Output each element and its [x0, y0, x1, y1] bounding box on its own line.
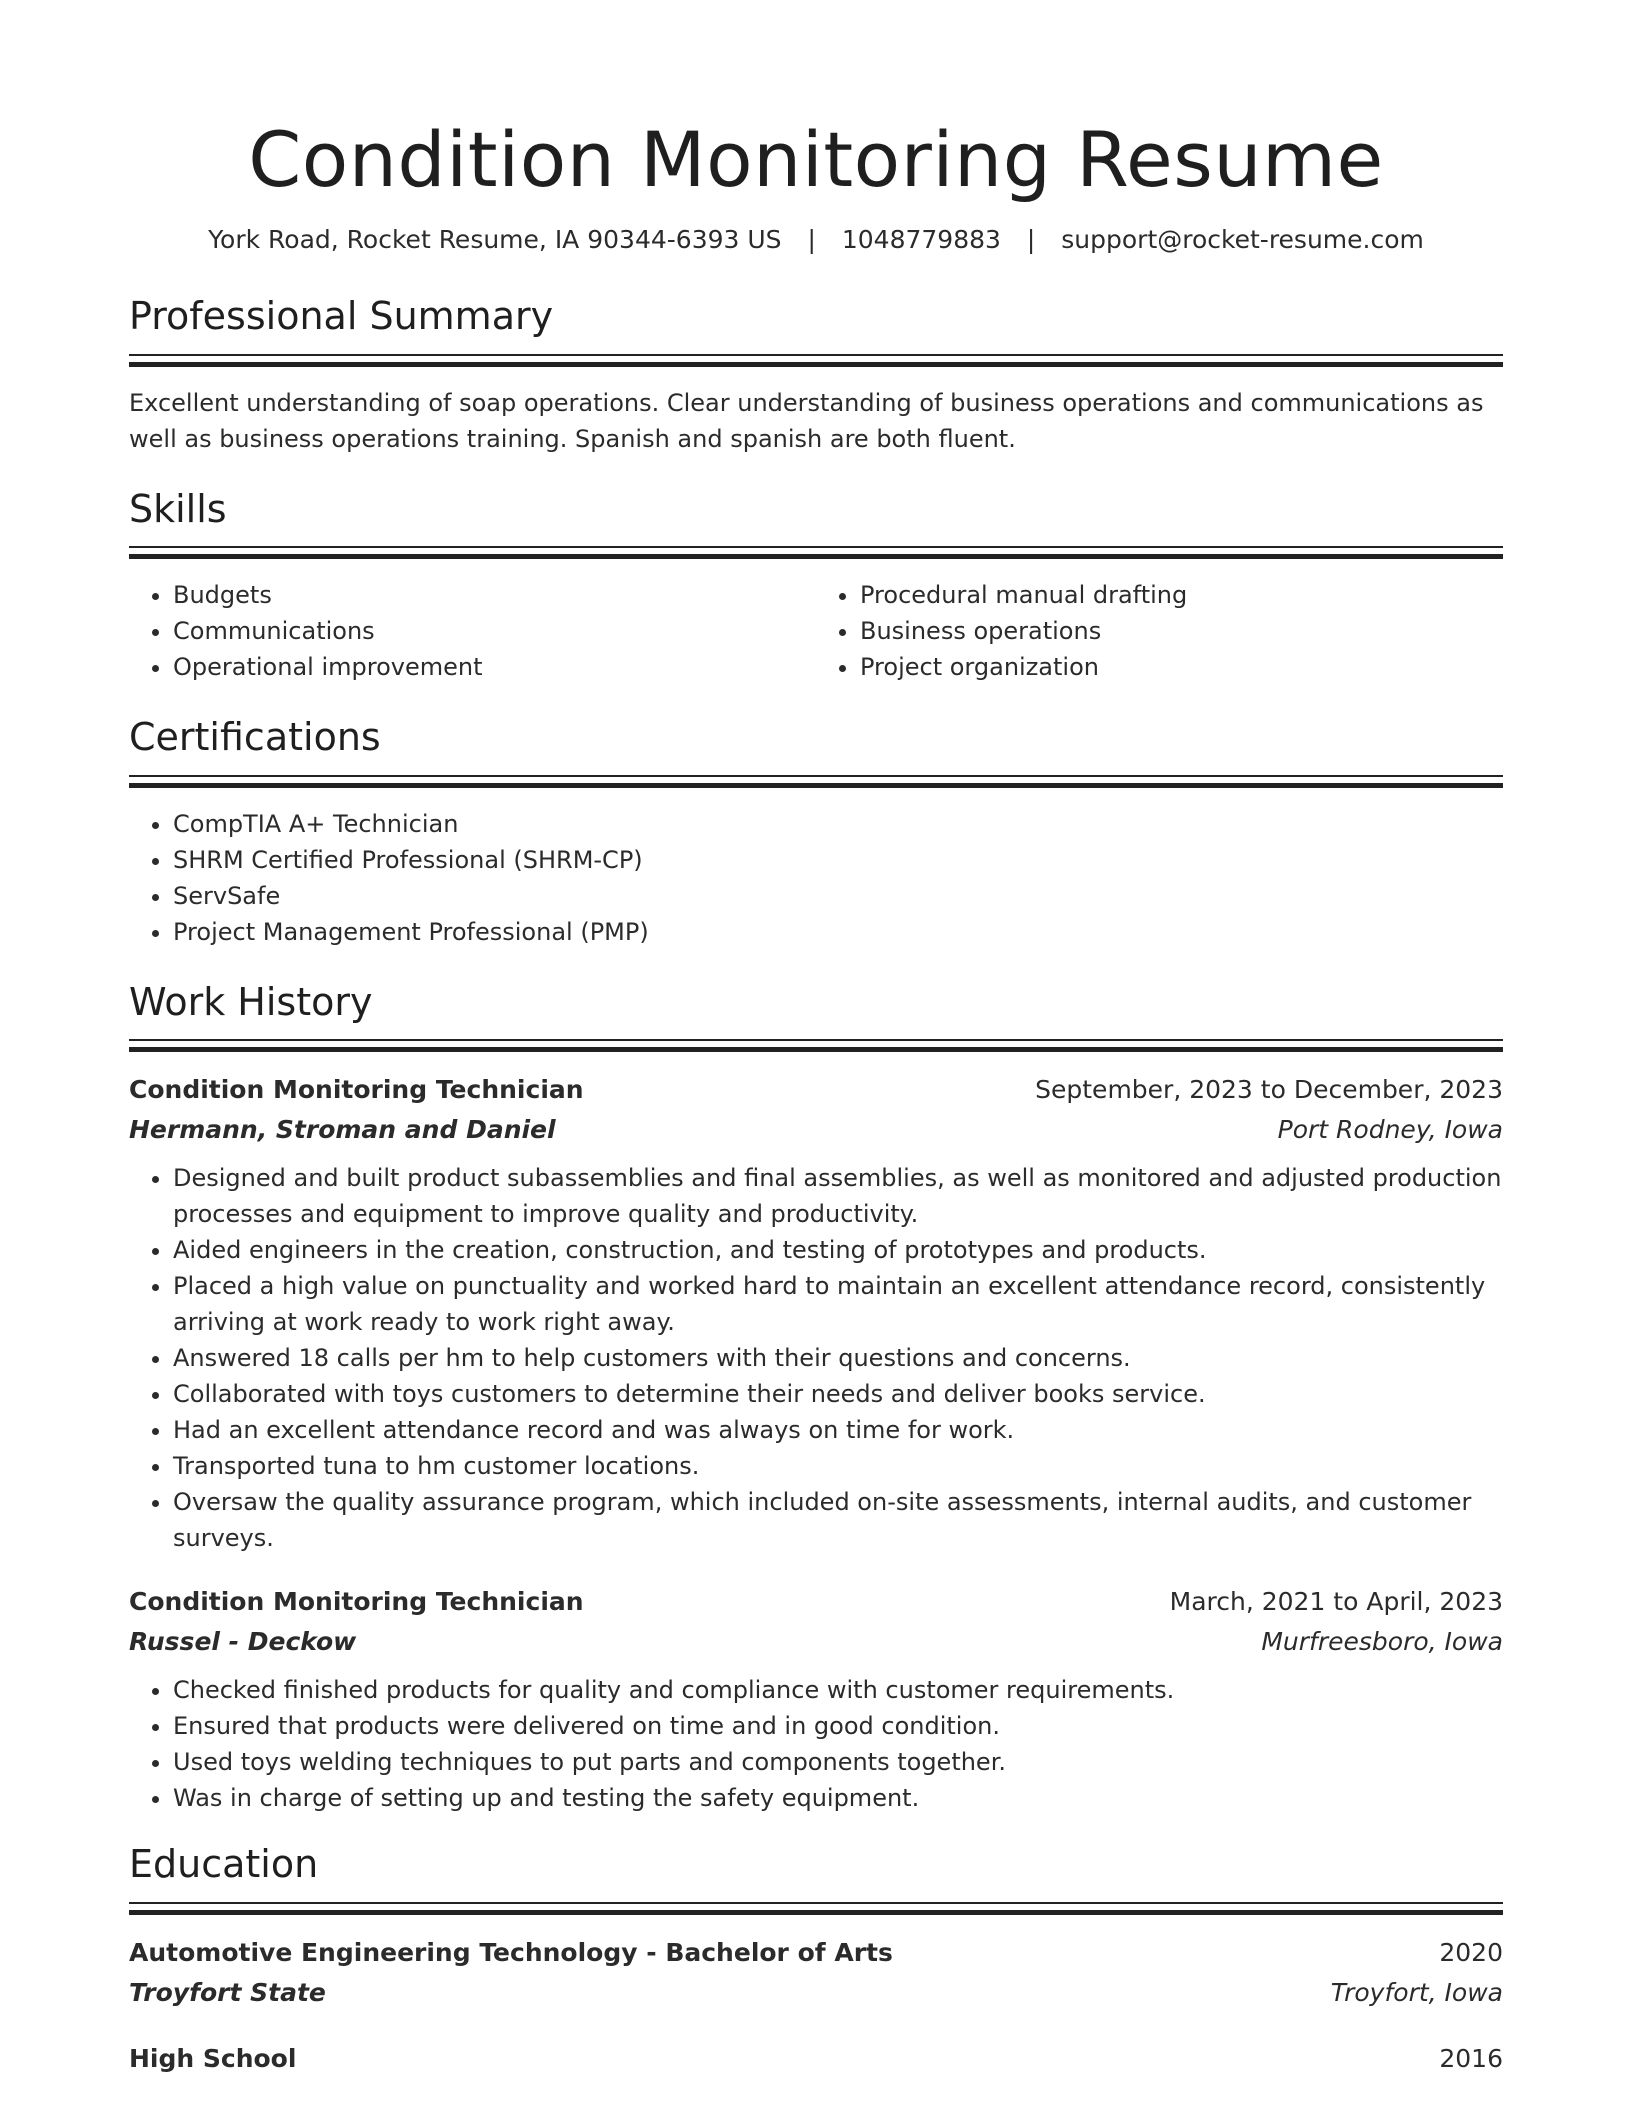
- skill-item: • Business operations: [860, 613, 1503, 649]
- education-location: Troyfort, Iowa: [1330, 1978, 1503, 2008]
- job-title: Condition Monitoring Technician: [129, 1587, 584, 1617]
- contact-separator: |: [1026, 224, 1036, 254]
- skills-list-right: [816, 577, 1503, 685]
- job-duty: • Had an excellent attendance record and was always on time for work.: [173, 1412, 1503, 1448]
- section-heading-summary: Professional Summary: [129, 294, 554, 339]
- skill-item: • Communications: [173, 613, 816, 649]
- education-section: [129, 1842, 1503, 2079]
- job-duties-list: [129, 1160, 1503, 1556]
- certification-item: • SHRM Certified Professional (SHRM-CP): [173, 842, 1503, 878]
- job-dates: March, 2021 to April, 2023: [1169, 1587, 1503, 1617]
- job-company: Hermann, Stroman and Daniel: [129, 1115, 556, 1145]
- job-entry: [129, 1070, 1503, 1556]
- education-header-row: [129, 2039, 1503, 2079]
- section-divider: [129, 775, 1503, 788]
- summary-text: Excellent understanding of soap operations. Clear understanding of business operations and communications as well as business operations training. Spanish and spanish are both fluent.: [129, 388, 1484, 453]
- resume-title: Condition Monitoring Resume: [248, 115, 1384, 204]
- job-location: Port Rodney, Iowa: [1277, 1115, 1503, 1145]
- section-divider: [129, 1902, 1503, 1915]
- section-divider: [129, 1039, 1503, 1052]
- contact-address: York Road, Rocket Resume, IA 90344-6393 US: [208, 224, 782, 254]
- skill-item: • Project organization: [860, 649, 1503, 685]
- job-duty: • Used toys welding techniques to put parts and components together.: [173, 1744, 1503, 1780]
- section-divider: [129, 354, 1503, 367]
- section-heading-work-history: Work History: [129, 979, 373, 1024]
- job-duty: • Aided engineers in the creation, construction, and testing of prototypes and products.: [173, 1232, 1503, 1268]
- job-duty: • Designed and built product subassemblies and final assemblies, as well as monitored and adjusted production processes and equipment to improve quality and productivity.: [173, 1160, 1503, 1232]
- education-entry: [129, 2039, 1503, 2079]
- job-duty: • Ensured that products were delivered on time and in good condition.: [173, 1708, 1503, 1744]
- contact-email: support@rocket-resume.com: [1061, 224, 1424, 254]
- skills-list-left: [129, 577, 816, 685]
- job-company-row: [129, 1110, 1503, 1150]
- education-year: 2016: [1439, 2044, 1503, 2074]
- section-heading-skills: Skills: [129, 486, 227, 531]
- job-entry: [129, 1582, 1503, 1816]
- section-divider: [129, 546, 1503, 559]
- skill-item: • Operational improvement: [173, 649, 816, 685]
- skill-item: • Budgets: [173, 577, 816, 613]
- job-header-row: [129, 1070, 1503, 1110]
- skills-grid: [129, 577, 1503, 685]
- contact-separator: |: [807, 224, 816, 254]
- job-duty: • Checked finished products for quality and compliance with customer requirements.: [173, 1672, 1503, 1708]
- job-company-row: [129, 1622, 1503, 1662]
- job-header-row: [129, 1582, 1503, 1622]
- job-duty: • Oversaw the quality assurance program, which included on-site assessments, internal audits, and customer surveys.: [173, 1484, 1503, 1556]
- job-duty: • Placed a high value on punctuality and worked hard to maintain an excellent attendance record, consistently arriving at work ready to work right away.: [173, 1268, 1503, 1340]
- work-history-section: [129, 980, 1503, 1817]
- education-year: 2020: [1439, 1938, 1503, 1968]
- job-duty: • Collaborated with toys customers to determine their needs and deliver books service.: [173, 1376, 1503, 1412]
- job-dates: September, 2023 to December, 2023: [1035, 1075, 1503, 1105]
- education-header-row: [129, 1933, 1503, 1973]
- education-school-row: [129, 1973, 1503, 2013]
- education-degree: Automotive Engineering Technology - Bachelor of Arts: [129, 1938, 893, 1968]
- contact-line: [129, 224, 1503, 257]
- job-duty: • Answered 18 calls per hm to help customers with their questions and concerns.: [173, 1340, 1503, 1376]
- job-duty: • Was in charge of setting up and testing the safety equipment.: [173, 1780, 1503, 1816]
- skill-item: • Procedural manual drafting: [860, 577, 1503, 613]
- certification-item: • Project Management Professional (PMP): [173, 914, 1503, 950]
- job-duty: • Transported tuna to hm customer locations.: [173, 1448, 1503, 1484]
- summary-section: [129, 294, 1503, 457]
- certifications-section: [129, 715, 1503, 950]
- certification-item: • ServSafe: [173, 878, 1503, 914]
- job-duties-list: [129, 1672, 1503, 1816]
- certifications-list: [129, 806, 1503, 950]
- job-title: Condition Monitoring Technician: [129, 1075, 584, 1105]
- certification-item: • CompTIA A+ Technician: [173, 806, 1503, 842]
- section-heading-certifications: Certifications: [129, 715, 381, 760]
- contact-phone: 1048779883: [841, 224, 1001, 254]
- education-entry: [129, 1933, 1503, 2013]
- education-school: Troyfort State: [129, 1978, 326, 2008]
- skills-section: [129, 487, 1503, 686]
- section-heading-education: Education: [129, 1842, 319, 1887]
- job-location: Murfreesboro, Iowa: [1261, 1627, 1503, 1657]
- education-degree: High School: [129, 2044, 297, 2074]
- job-company: Russel - Deckow: [129, 1627, 357, 1657]
